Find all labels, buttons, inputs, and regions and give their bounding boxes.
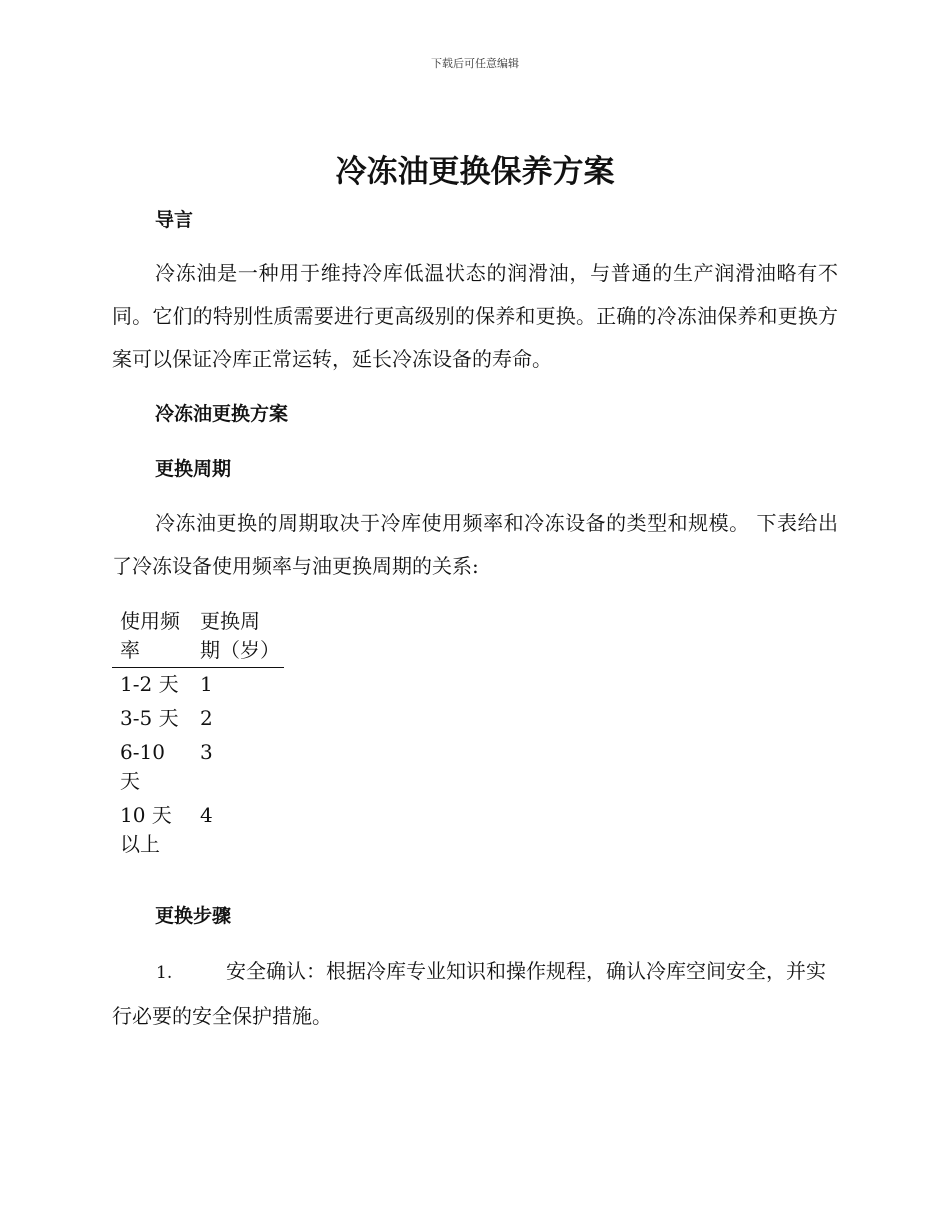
frequency-table	[112, 607, 284, 862]
intro-heading: 导言	[155, 209, 194, 231]
table-cell-cycle: 1	[200, 672, 213, 696]
table-cell-frequency: 10 天以上	[120, 803, 172, 856]
cycle-heading: 更换周期	[155, 458, 232, 480]
table-cell-cycle: 4	[200, 803, 213, 827]
table-header-row	[112, 607, 284, 668]
page-header-note: 下载后可任意编辑	[431, 57, 519, 70]
intro-paragraph: 冷冻油是一种用于维持冷库低温状态的润滑油，与普通的生产润滑油略有不同。它们的特别性质需要进行更高级别的保养和更换。正确的冷冻油保养和更换方案可以保证冷库正常运转，延长冷冻设备的寿命。	[112, 261, 838, 371]
step-text: 安全确认：根据冷库专业知识和操作规程，确认冷库空间安全，并实行必要的安全保护措施。	[112, 959, 826, 1028]
table-header-cycle: 更换周期（岁）	[192, 607, 284, 668]
steps-heading: 更换步骤	[155, 905, 232, 927]
table-cell-cycle: 3	[200, 740, 213, 764]
table-cell-cycle: 2	[200, 706, 213, 730]
table-row	[112, 736, 284, 799]
document-title: 冷冻油更换保养方案	[335, 154, 615, 190]
table-header-frequency: 使用频率	[112, 607, 192, 668]
step-number: 1.	[156, 963, 173, 983]
cycle-paragraph: 冷冻油更换的周期取决于冷库使用频率和冷冻设备的类型和规模。 下表给出了冷冻设备使用频率与油更换周期的关系:	[112, 511, 838, 578]
plan-heading: 冷冻油更换方案	[155, 403, 289, 425]
table-cell-frequency: 6-10 天	[120, 740, 165, 793]
step-item	[112, 950, 838, 1038]
table-row	[112, 702, 284, 736]
table-row	[112, 799, 284, 862]
table-cell-frequency: 3-5 天	[120, 706, 179, 730]
table-row	[112, 668, 284, 703]
table-cell-frequency: 1-2 天	[120, 672, 179, 696]
